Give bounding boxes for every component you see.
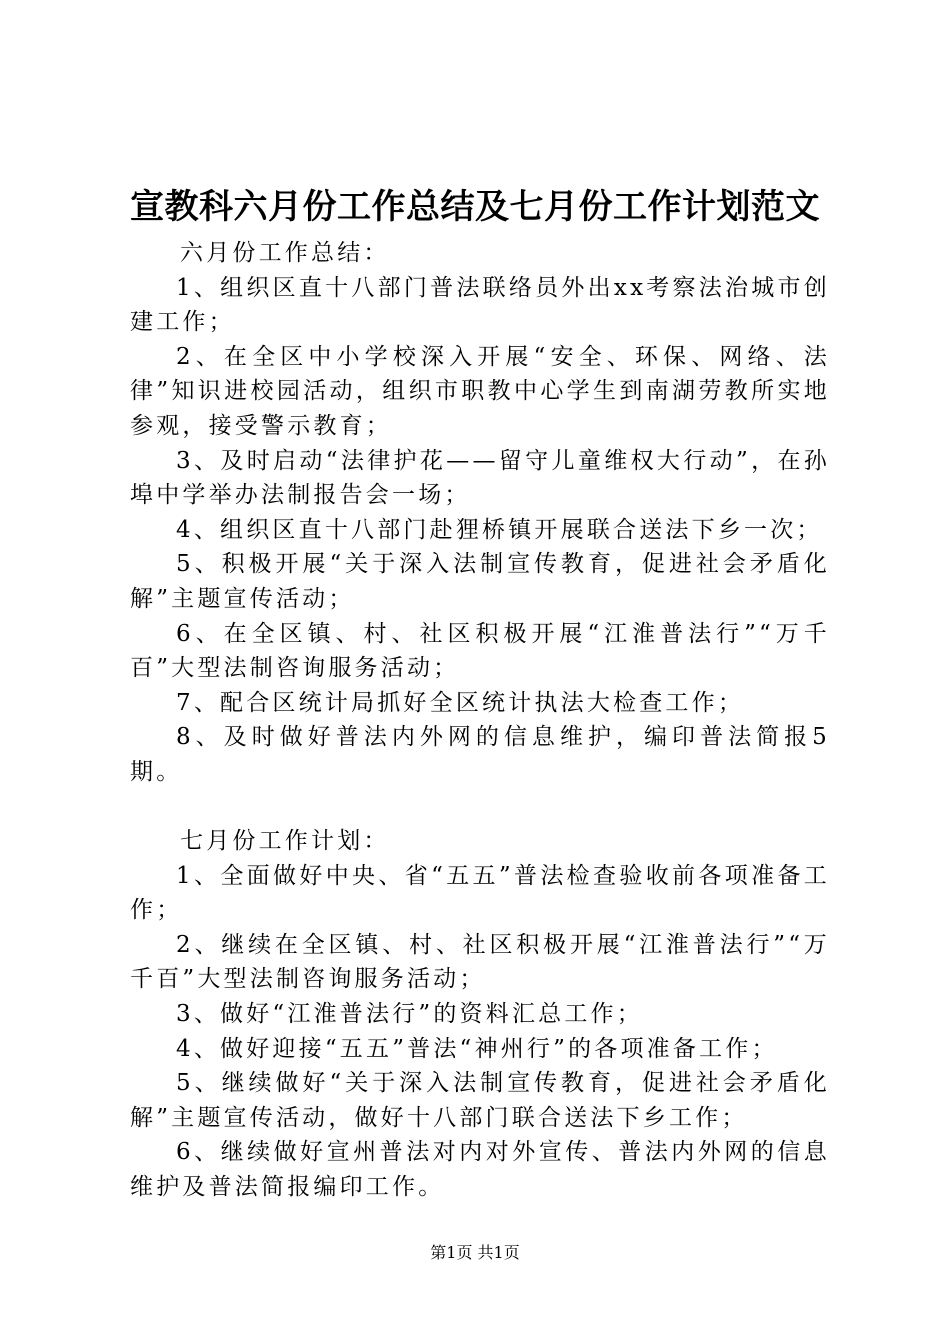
july-item-5: 5、继续做好“关于深入法制宣传教育，促进社会矛盾化解”主题宣传活动，做好十八部门联合送法下乡工作； [130,1070,830,1131]
document-body [130,236,830,1205]
june-item-4: 4、组织区直十八部门赴狸桥镇开展联合送法下乡一次； [176,516,823,543]
june-summary-heading: 六月份工作总结： [180,240,390,266]
june-item-2: 2、在全区中小学校深入开展“安全、环保、网络、法律”知识进校园活动，组织市职教中心学生到南湖劳教所实地参观，接受警示教育； [130,343,830,439]
july-item-4: 4、做好迎接“五五”普法“神州行”的各项准备工作； [176,1035,778,1062]
july-item-6: 6、继续做好宣州普法对内对外宣传、普法内外网的信息维护及普法简报编印工作。 [130,1139,830,1201]
june-item-8: 8、及时做好普法内外网的信息维护，编印普法简报5期。 [130,724,830,785]
june-item-5: 5、积极开展“关于深入法制宣传教育，促进社会矛盾化解”主题宣传活动； [130,551,830,612]
july-item-3: 3、做好“江淮普法行”的资料汇总工作； [176,1001,643,1028]
june-item-7: 7、配合区统计局抓好全区统计执法大检查工作； [176,689,745,716]
document-title: 宣教科六月份工作总结及七月份工作计划范文 [130,187,820,227]
page-footer: 第1页 共1页 [430,1243,520,1262]
july-item-2: 2、继续在全区镇、村、社区积极开展“江淮普法行”“万千百”大型法制咨询服务活动； [130,931,830,993]
june-item-6: 6、在全区镇、村、社区积极开展“江淮普法行”“万千百”大型法制咨询服务活动； [130,620,830,682]
july-plan-heading: 七月份工作计划： [180,828,390,855]
june-item-1: 1、组织区直十八部门普法联络员外出xx考察法治城市创建工作； [130,274,830,336]
section-spacer [130,790,830,825]
june-item-3: 3、及时启动“法律护花——留守儿童维权大行动”，在孙埠中学举办法制报告会一场； [130,447,830,509]
july-item-1: 1、全面做好中央、省“五五”普法检查验收前各项准备工作； [130,862,830,924]
